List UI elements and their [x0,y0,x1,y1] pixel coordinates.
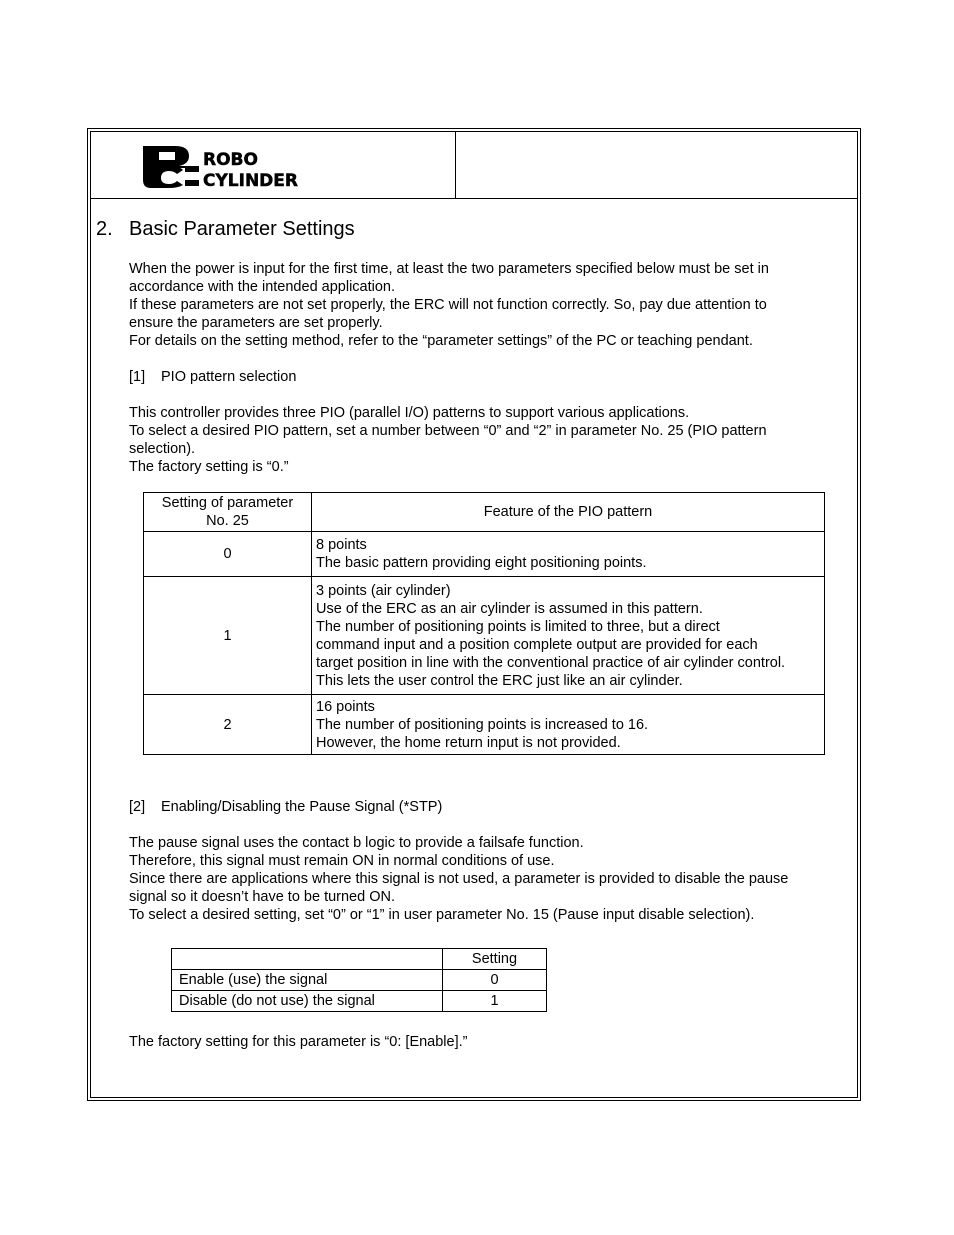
robo-cylinder-logo [141,144,401,188]
rc-logo-mark [143,146,199,188]
table-row [144,577,825,695]
table-header-feature: Feature of the PIO pattern [312,493,825,532]
header-setting-line-1: Setting of parameter [161,495,294,511]
table-row [172,970,547,991]
sub2-line-3: Since there are applications where this signal is not used, a parameter is provided to disable the pause [129,871,789,887]
table2-row-label: Enable (use) the signal [172,970,443,991]
row-feature [312,695,825,755]
intro-line-2: accordance with the intended application. [129,279,396,295]
table2-row-value: 0 [443,970,547,991]
header-row [91,132,857,199]
section-title: Basic Parameter Settings [129,218,355,240]
sub2-line-5: To select a desired setting, set “0” or “1” in user parameter No. 15 (Pause input disable selection). [129,907,755,923]
pio-pattern-table [143,492,825,755]
sub1-line-2: To select a desired PIO pattern, set a number between “0” and “2” in parameter No. 25 (PIO pattern [129,423,767,439]
footer-note: The factory setting for this parameter is “0: [Enable].” [129,1034,468,1050]
header-setting-line-2: No. 25 [206,513,249,529]
sub1-line-1: This controller provides three PIO (parallel I/O) patterns to support various applications. [129,405,690,421]
intro-line-1: When the power is input for the first time, at least the two parameters specified below must be set in [129,261,769,277]
sub2-line-4: signal so it doesn’t have to be turned ON. [129,889,395,905]
row-setting-value: 1 [144,577,312,695]
sub1-line-4: The factory setting is “0.” [129,459,289,475]
sub2-number: [2] [129,799,146,815]
row-feature [312,532,825,577]
row-setting-value: 2 [144,695,312,755]
section-number: 2. [96,218,113,240]
sub1-line-3: selection). [129,441,196,457]
feature-line: 3 points (air cylinder) [316,582,451,599]
table2-header-setting: Setting [443,949,547,970]
row-feature [312,577,825,695]
pause-signal-table [171,948,547,1012]
table-row [144,695,825,755]
row-setting-value: 0 [144,532,312,577]
table-header-setting [144,493,312,532]
feature-line: target position in line with the conventional practice of air cylinder control. [316,654,786,671]
feature-line: 16 points [316,698,375,715]
sub2-line-2: Therefore, this signal must remain ON in normal conditions of use. [129,853,555,869]
sub1-number: [1] [129,369,146,385]
table-row [144,532,825,577]
feature-line: However, the home return input is not provided. [316,734,621,751]
feature-line: The number of positioning points is increased to 16. [316,716,649,733]
sub2-line-1: The pause signal uses the contact b logic to provide a failsafe function. [129,835,584,851]
sub1-title: PIO pattern selection [161,369,297,385]
feature-line: This lets the user control the ERC just like an air cylinder. [316,672,683,689]
intro-line-3: If these parameters are not set properly, the ERC will not function correctly. So, pay due attention to [129,297,767,313]
logo-text-robo: ROBO [203,150,258,170]
feature-line: 8 points [316,537,367,553]
logo-text-cylinder: CYLINDER [203,171,298,188]
table-header-row [144,493,825,532]
table-header-row [172,949,547,970]
intro-line-4: ensure the parameters are set properly. [129,315,383,331]
table2-row-value: 1 [443,991,547,1012]
feature-line: The number of positioning points is limited to three, but a direct [316,618,720,635]
table2-header-blank [172,949,443,970]
header-divider [455,132,456,198]
sub2-title: Enabling/Disabling the Pause Signal (*STP) [161,799,443,815]
intro-line-5: For details on the setting method, refer to the “parameter settings” of the PC or teaching pendant. [129,333,753,349]
table2-row-label: Disable (do not use) the signal [172,991,443,1012]
feature-line: Use of the ERC as an air cylinder is assumed in this pattern. [316,600,703,617]
feature-line: The basic pattern providing eight positioning points. [316,555,647,571]
table-row [172,991,547,1012]
feature-line: command input and a position complete output are provided for each [316,636,758,653]
